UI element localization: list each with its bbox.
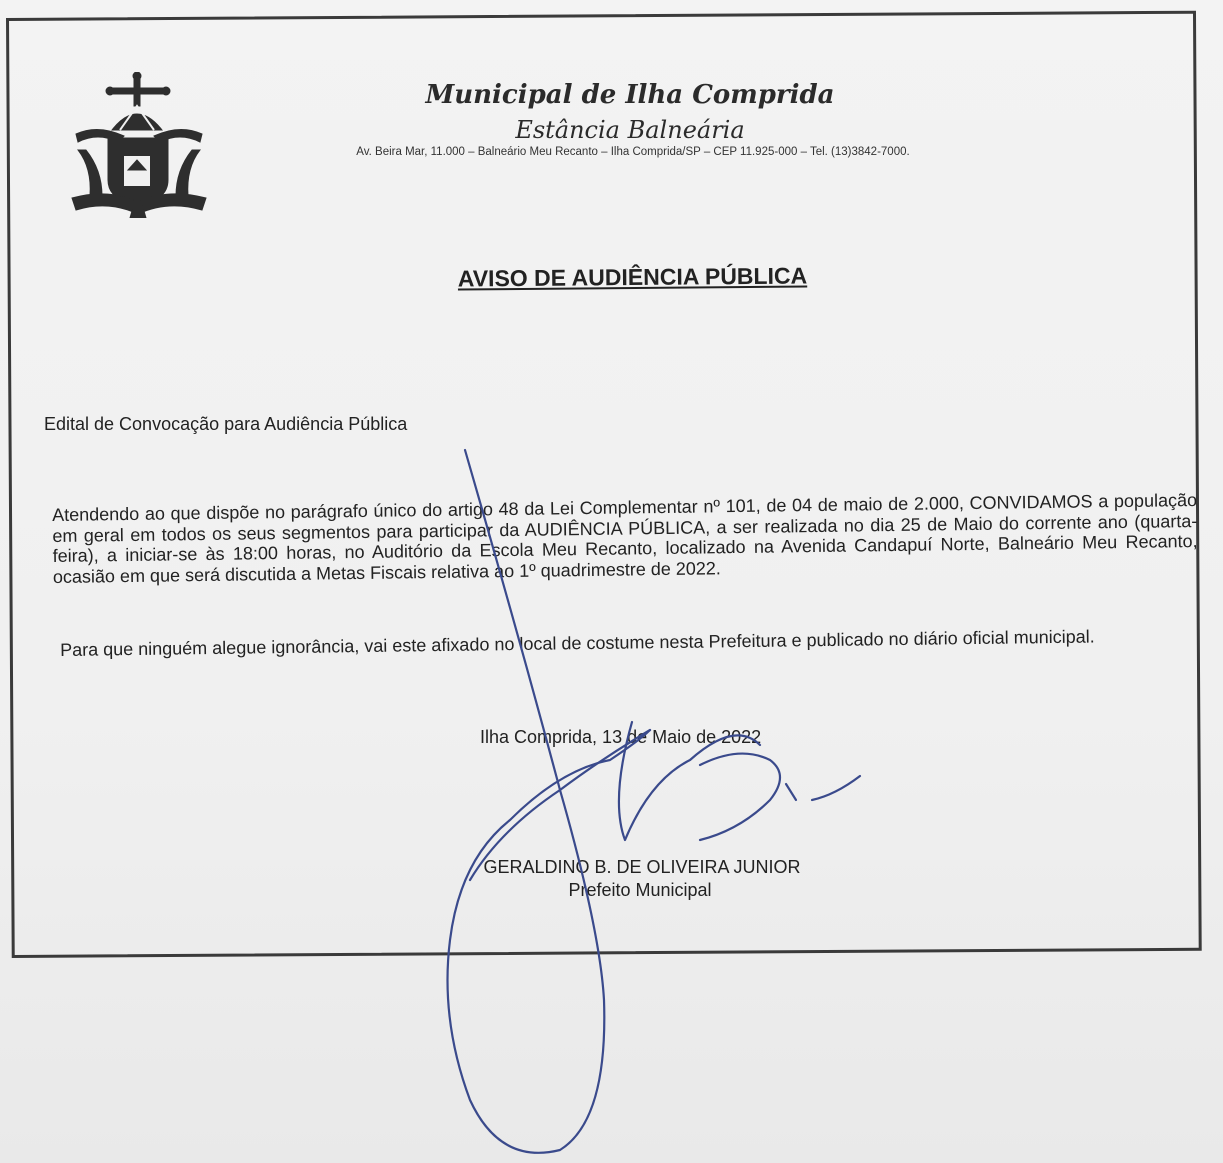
body-paragraph-2: Para que ninguém alegue ignorância, vai este afixado no local de costume nesta Prefeitura e publicado no diário oficial municipal. bbox=[60, 626, 1095, 660]
date-line: Ilha Comprida, 13 de Maio de 2022 bbox=[480, 727, 762, 747]
municipality-address: Av. Beira Mar, 11.000 – Balneário Meu Recanto – Ilha Comprida/SP – CEP 11.925-000 – Tel. (13)3842-7000. bbox=[356, 146, 910, 158]
signer-name: GERALDINO B. DE OLIVEIRA JUNIOR bbox=[483, 857, 801, 877]
document-title: AVISO DE AUDIÊNCIA PÚBLICA bbox=[457, 262, 808, 292]
body-paragraph-1: Atendendo ao que dispõe no parágrafo único do artigo 48 da Lei Complementar nº 101, de 04 de maio de 2.000, CONVIDAMOS a população em geral em todos os seus segmentos para participar da AUDIÊNCIA PÚBLICA, a ser realizada no dia 25 de Maio do corrente ano (quarta- feira), a iniciar-se às 18:00 horas, no Auditório da Escola Meu Recanto, localizado na Avenida Candapuí Norte, Balneário Meu Recanto, ocasião em que será discutida a Metas Fiscais relativa ao 1º quadrimestre de 2022. bbox=[52, 490, 1198, 587]
municipality-name: Municipal de Ilha Comprida bbox=[425, 80, 835, 110]
signer-role: Prefeito Municipal bbox=[568, 880, 712, 900]
coat-of-arms-emblem bbox=[68, 72, 210, 218]
municipality-subtitle: Estância Balneária bbox=[515, 116, 745, 144]
edital-heading: Edital de Convocação para Audiência Pública bbox=[44, 414, 408, 434]
